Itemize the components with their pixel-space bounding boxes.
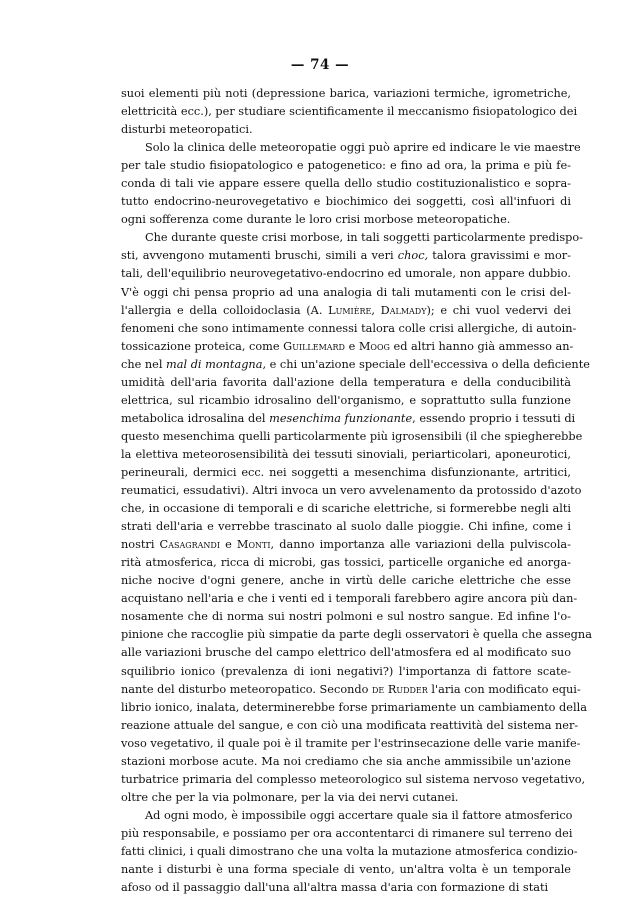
text-line xyxy=(121,753,571,771)
text-run: Che durante queste crisi morbose, in tali soggetti particolarmente predispo- xyxy=(145,231,583,245)
paragraph xyxy=(121,139,581,229)
text-run: ); e chi vuol vedervi dei xyxy=(426,303,571,317)
text-line xyxy=(121,644,571,662)
text-run: pinione che raccoglie più simpatie da parte degli osservatori è quella che assegna xyxy=(121,628,592,642)
text-run: rità atmosferica, ricca di microbi, gas tossici, particelle organiche ed anorga- xyxy=(121,556,571,570)
text-line xyxy=(121,771,586,789)
text-run: stazioni morbose acute. Ma noi crediamo che sia anche ammissibile un'azione xyxy=(121,754,571,768)
text-line xyxy=(121,554,571,572)
text-run: sti, avvengono mutamenti bruschi, simili a veri xyxy=(121,249,398,263)
text-line xyxy=(121,843,578,861)
text-line xyxy=(121,85,571,103)
text-run: elettrica, sul ricambio idrosalino dell'organismo, e soprattutto sulla funzione xyxy=(121,393,571,407)
text-line xyxy=(121,103,578,121)
text-line xyxy=(121,879,571,897)
text-line xyxy=(121,807,571,825)
text-line xyxy=(121,518,571,536)
text-run: nante i disturbi è una forma speciale di vento, un'altra volta è un temporale xyxy=(121,863,571,877)
text-line xyxy=(121,536,571,554)
text-line xyxy=(121,392,571,410)
italic-term: mesenchima funzionante xyxy=(269,411,413,425)
text-line xyxy=(121,247,571,265)
text-run: talora gravissimi e mor- xyxy=(428,249,571,263)
text-line xyxy=(121,464,571,482)
text-run: l'allergia e della colloidoclasia ( xyxy=(121,303,311,317)
text-line xyxy=(121,572,571,590)
text-run: elettricità ecc.), per studiare scientificamente il meccanismo fisiopatologico dei xyxy=(121,105,578,119)
text-line xyxy=(121,320,577,338)
text-line xyxy=(121,681,581,699)
text-run: fenomeni che sono intimamente connessi talora colle crisi allergiche, di autoin- xyxy=(121,321,577,335)
text-run: , danno importanza alle variazioni della pulviscola- xyxy=(270,538,571,552)
text-run: nosamente che di norma sui nostri polmoni e sul nostro sangue. Ed infine l'o- xyxy=(121,610,571,624)
italic-term: choc, xyxy=(397,249,429,263)
text-line xyxy=(121,157,571,175)
body-text xyxy=(121,85,592,897)
text-run: per tale studio fisiopatologico e patogenetico: e fino ad ora, la prima e più fe- xyxy=(121,159,571,173)
text-line xyxy=(121,193,571,211)
text-line xyxy=(121,265,571,283)
text-run: Ad ogni modo, è impossibile oggi accertare quale sia il fattore atmosferico xyxy=(145,808,573,822)
text-run: ogni sofferenza come durante le loro crisi morbose meteoropatiche. xyxy=(121,213,511,227)
text-run: Solo la clinica delle meteoropatie oggi può aprire ed indicare le vie maestre xyxy=(145,141,581,155)
text-line xyxy=(121,608,571,626)
text-run: reumatici, essudativi). Altri invoca un vero avvelenamento da protossido d'azoto xyxy=(121,484,582,498)
text-run: turbatrice primaria del complesso meteorologico sul sistema nervoso vegetativo, xyxy=(121,772,586,786)
text-run: tali, dell'equilibrio neurovegetativo-endocrino ed umorale, non appare dubbio. xyxy=(121,267,571,281)
text-line xyxy=(121,735,581,753)
paragraph xyxy=(121,85,578,139)
text-run: , essendo proprio i tessuti di xyxy=(412,411,576,425)
author-name: Moog xyxy=(358,339,390,353)
text-run: disturbi meteoropatici. xyxy=(121,123,253,137)
text-run: tossicazione proteica, come xyxy=(121,339,284,353)
text-run: librio ionico, inalata, determinerebbe forse primariamente un cambiamento della xyxy=(121,700,587,714)
author-name: A. Lumière, Dalmady xyxy=(310,303,427,317)
text-run: nante del disturbo meteoropatico. Secondo xyxy=(121,682,373,696)
text-line xyxy=(121,356,590,374)
text-line xyxy=(121,825,571,843)
text-run: acquistano nell'aria e che i venti ed i temporali farebbero agire ancora più dan- xyxy=(121,592,578,606)
text-run: , e chi un'azione speciale dell'eccessiva o della deficiente xyxy=(262,357,590,371)
text-line xyxy=(121,626,592,644)
italic-term: mal di montagna xyxy=(166,357,263,371)
text-run: fatti clinici, i quali dimostrano che una volta la mutazione atmosferica condizio- xyxy=(121,844,578,858)
text-run: oltre che per la via polmonare, per la via dei nervi cutanei. xyxy=(121,790,459,804)
text-run: e xyxy=(344,339,359,353)
text-run: conda di tali vie appare essere quella dello studio costituzionalistico e sopra- xyxy=(121,177,571,191)
text-run: niche nocive d'ogni genere, anche in virtù delle cariche elettriche che esse xyxy=(121,574,571,588)
text-run: metabolica idrosalina del xyxy=(121,411,270,425)
text-line xyxy=(121,284,571,302)
text-run: voso vegetativo, il quale poi è il tramite per l'estrinsecazione delle varie manife- xyxy=(121,736,581,750)
text-run: reazione attuale del sangue, e con ciò una modificata reattività del sistema ner- xyxy=(121,718,579,732)
text-line xyxy=(121,139,581,157)
text-run: umidità dell'aria favorita dall'azione della temperatura e della conducibilità xyxy=(121,375,571,389)
text-run: che nel xyxy=(121,357,167,371)
text-line xyxy=(121,482,582,500)
text-line xyxy=(121,374,571,392)
text-run: squilibrio ionico (prevalenza di ioni negativi?) l'importanza di fattore scate- xyxy=(121,664,571,678)
text-line xyxy=(121,500,571,518)
text-line xyxy=(121,717,579,735)
text-line xyxy=(121,446,571,464)
author-name: Monti xyxy=(236,538,271,552)
author-name: de Rudder xyxy=(372,682,428,696)
text-run: suoi elementi più noti (depressione barica, variazioni termiche, igrometriche, xyxy=(121,87,571,100)
text-run: l'aria con modificato equi- xyxy=(427,682,581,696)
author-name: Casagrandi xyxy=(159,538,220,552)
text-line xyxy=(121,428,583,446)
text-run: più responsabile, e possiamo per ora accontentarci di rimanere sul terreno dei xyxy=(121,826,573,840)
page-number: — 74 — xyxy=(290,57,350,73)
text-run: strati dell'aria e verrebbe trascinato al suolo dalle pioggie. Chi infine, come i xyxy=(121,520,571,534)
text-line xyxy=(121,410,576,428)
paragraph xyxy=(121,229,592,807)
text-run: alle variazioni brusche del campo elettrico dell'atmosfera ed al modificato suo xyxy=(121,646,571,660)
text-line xyxy=(121,229,583,247)
text-line xyxy=(121,211,571,229)
text-line xyxy=(121,590,578,608)
text-line xyxy=(121,861,571,879)
author-name: Guillemard xyxy=(283,339,345,353)
text-line xyxy=(121,789,571,807)
text-run: tutto endocrino-neurovegetativo e biochimico dei soggetti, così all'infuori di xyxy=(121,195,571,209)
text-line xyxy=(121,121,571,139)
text-run: la elettiva meteorosensibilità dei tessuti sinoviali, periarticolari, aponeurotici, xyxy=(121,447,571,461)
text-line xyxy=(121,302,571,320)
text-run: afoso od il passaggio dall'una all'altra massa d'aria con formazione di stati xyxy=(121,881,549,895)
text-run: che, in occasione di temporali e di scariche elettriche, si formerebbe negli alti xyxy=(121,502,571,516)
text-line xyxy=(121,699,587,717)
text-run: nostri xyxy=(121,538,160,552)
paragraph xyxy=(121,807,578,897)
text-line xyxy=(121,663,571,681)
text-run: perineurali, dermici ecc. nei soggetti a mesenchima disfunzionante, artritici, xyxy=(121,465,571,479)
text-run: questo mesenchima quelli particolarmente più igrosensibili (il che spiegherebbe xyxy=(121,429,583,443)
text-line xyxy=(121,175,571,193)
text-line xyxy=(121,338,574,356)
text-run: ed altri hanno già ammesso an- xyxy=(389,339,574,353)
text-run: V'è oggi chi pensa proprio ad una analogia di tali mutamenti con le crisi del- xyxy=(121,285,571,299)
text-run: e xyxy=(220,538,237,552)
